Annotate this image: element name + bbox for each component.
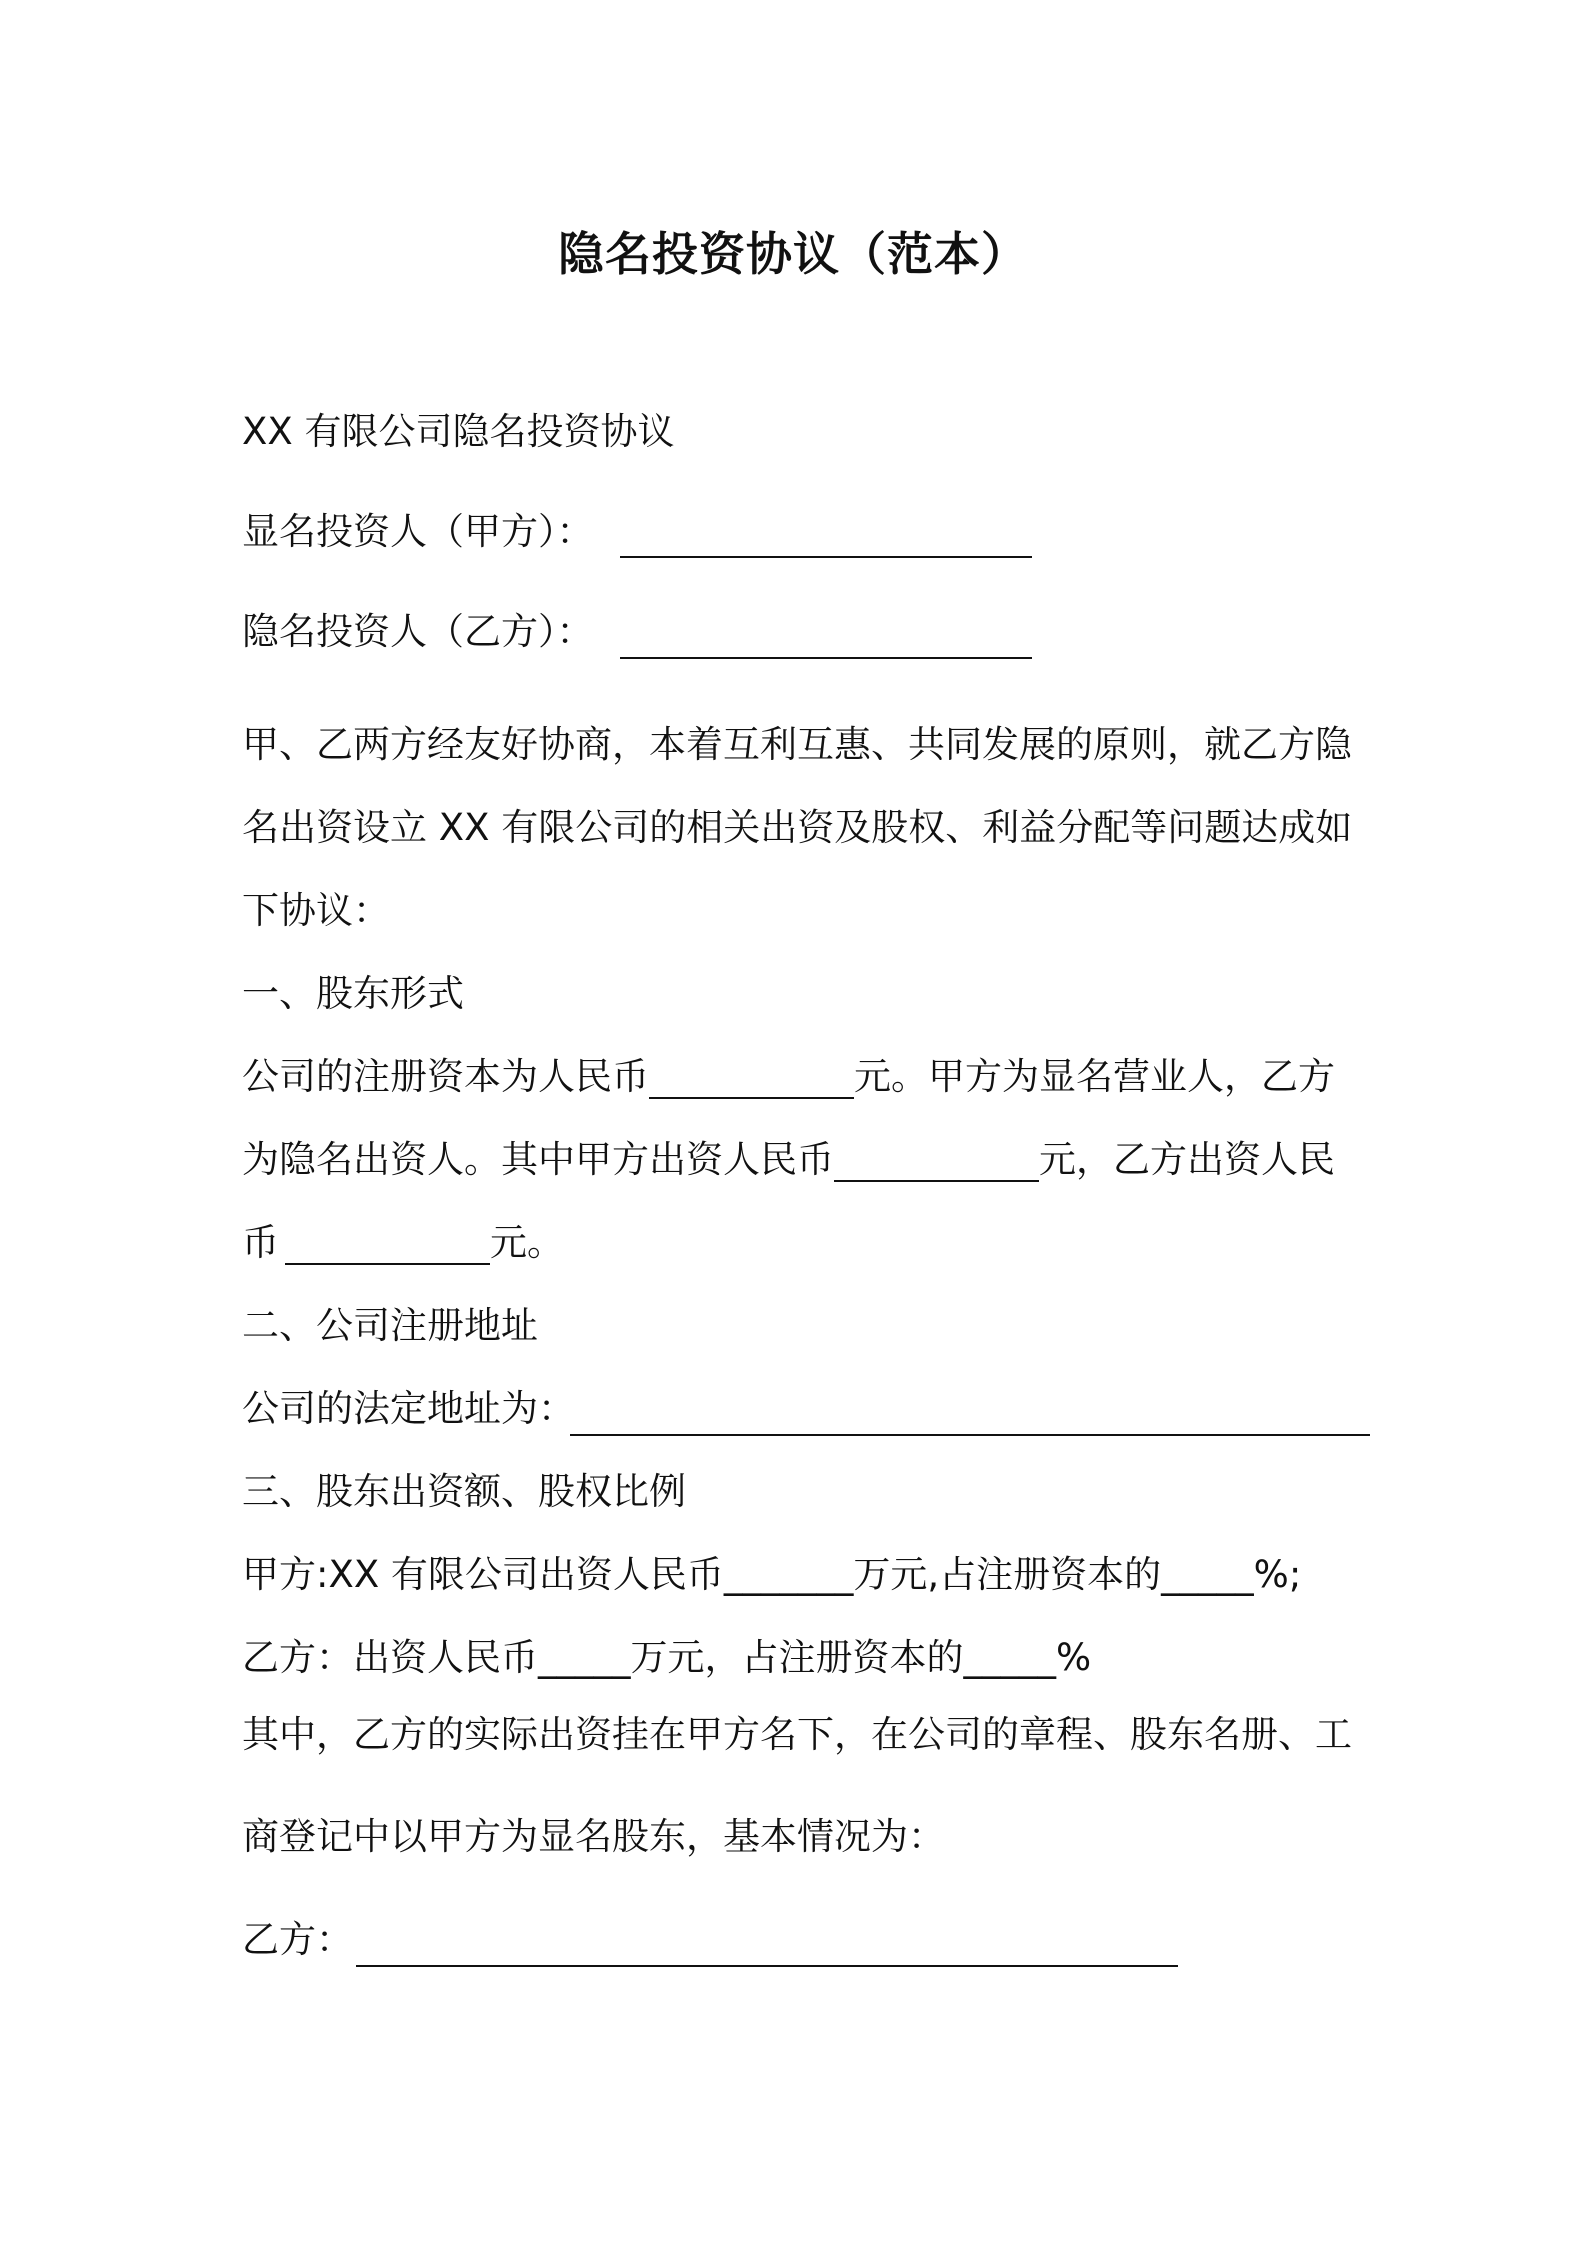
section-1-line-1 — [242, 1052, 1335, 1102]
section-1-heading: 一、股东形式 — [242, 972, 464, 1015]
note-line-2: 商登记中以甲方为显名股东，基本情况为： — [242, 1815, 945, 1858]
party-b-capital-blank[interactable] — [285, 1223, 490, 1265]
registered-capital-suffix: 元。甲方为显名营业人，乙方 — [854, 1055, 1335, 1098]
intro-line-3: 下协议： — [242, 889, 390, 932]
agreement-subtitle: XX 有限公司隐名投资协议 — [242, 410, 675, 453]
party-a-share-line: 甲方:XX 有限公司出资人民币_______万元,占注册资本的_____%; — [242, 1553, 1302, 1596]
section-1-line-2 — [242, 1135, 1335, 1185]
party-a-capital-label: 为隐名出资人。其中甲方出资人民币 — [242, 1138, 834, 1181]
party-b-sign-blank[interactable] — [356, 1965, 1178, 1967]
party-b-capital-label: 币 — [242, 1221, 279, 1264]
party-a-name-blank[interactable] — [620, 556, 1032, 558]
registered-capital-blank[interactable] — [649, 1057, 854, 1099]
intro-line-2: 名出资设立 XX 有限公司的相关出资及股权、利益分配等问题达成如 — [242, 806, 1353, 849]
section-3-heading: 三、股东出资额、股权比例 — [242, 1470, 686, 1513]
address-blank[interactable] — [570, 1434, 1370, 1436]
document-title: 隐名投资协议（范本） — [558, 227, 1028, 281]
party-b-sign-label: 乙方： — [242, 1918, 353, 1961]
party-a-label: 显名投资人（甲方）： — [242, 510, 594, 553]
note-line-1: 其中，乙方的实际出资挂在甲方名下，在公司的章程、股东名册、工 — [242, 1713, 1352, 1756]
party-b-label: 隐名投资人（乙方）： — [242, 610, 594, 653]
intro-line-1: 甲、乙两方经友好协商，本着互利互惠、共同发展的原则，就乙方隐 — [242, 723, 1352, 766]
registered-capital-label: 公司的注册资本为人民币 — [242, 1055, 649, 1098]
section-2-heading: 二、公司注册地址 — [242, 1304, 538, 1347]
party-a-capital-blank[interactable] — [834, 1140, 1039, 1182]
party-b-share-line: 乙方：出资人民币_____万元，占注册资本的_____% — [242, 1636, 1092, 1679]
party-b-capital-suffix: 元。 — [490, 1221, 564, 1264]
party-b-name-blank[interactable] — [620, 657, 1032, 659]
section-1-line-3 — [242, 1218, 564, 1268]
party-a-capital-suffix: 元，乙方出资人民 — [1039, 1138, 1335, 1181]
address-label: 公司的法定地址为： — [242, 1387, 575, 1430]
